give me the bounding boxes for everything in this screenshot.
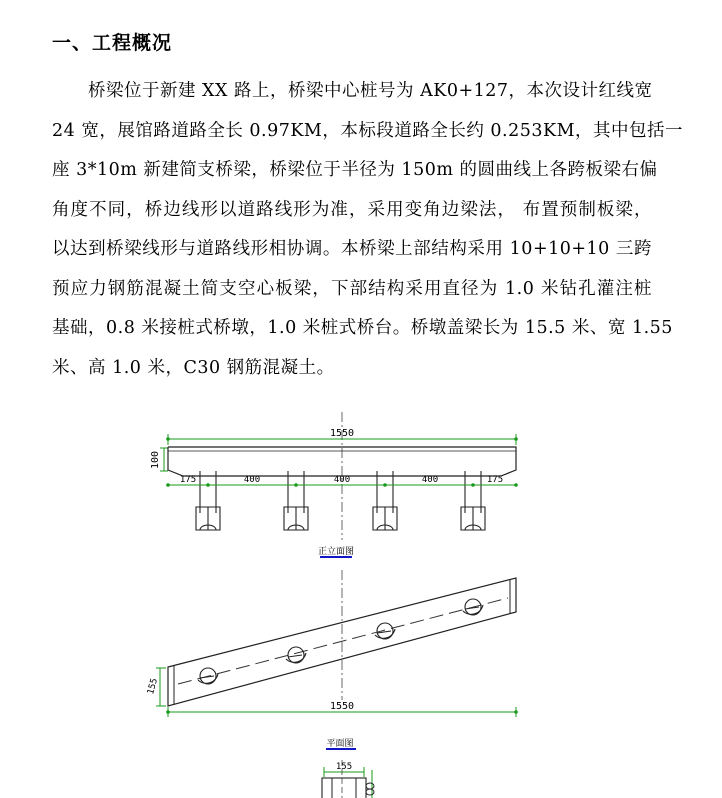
paragraph-line: 角度不同，桥边线形以道路线形为准，采用变角边梁法， 布置预制板梁， bbox=[52, 199, 652, 220]
spacing-dim: 400 bbox=[243, 475, 261, 485]
plan-caption: 平面图 bbox=[326, 739, 354, 749]
paragraph-line: 米、高 1.0 米，C30 钢筋混凝土。 bbox=[52, 357, 335, 378]
dimension-dot bbox=[166, 710, 170, 714]
section-detail bbox=[366, 783, 374, 789]
plan-centerline bbox=[178, 598, 508, 684]
spacing-dim: 175 bbox=[486, 475, 504, 485]
section-outline bbox=[322, 778, 366, 798]
dimension-dot bbox=[514, 437, 518, 441]
section-heading: 一、工程概况 bbox=[52, 32, 173, 54]
height-dim: 100 bbox=[150, 450, 161, 470]
spacing-dim: 175 bbox=[179, 475, 197, 485]
section-detail bbox=[366, 789, 374, 795]
paragraph-line: 以达到桥梁线形与道路线形相协调。本桥梁上部结构采用 10+10+10 三跨 bbox=[52, 239, 652, 259]
paragraph-line: 24 宽，展馆路道路全长 0.97KM，本标段道路全长约 0.253KM，其中包括一 bbox=[52, 120, 684, 141]
plan-view bbox=[146, 570, 518, 749]
section-view bbox=[322, 760, 374, 798]
elevation-caption: 正立面图 bbox=[317, 547, 355, 557]
spacing-dim: 400 bbox=[421, 475, 439, 485]
section-width-dim: 155 bbox=[335, 762, 353, 772]
spacing-dim: 400 bbox=[333, 475, 351, 485]
paragraph-line: 桥梁位于新建 XX 路上，桥梁中心桩号为 AK0+127，本次设计红线宽 bbox=[88, 81, 653, 101]
paragraph-line: 预应力钢筋混凝土简支空心板梁，下部结构采用直径为 1.0 米钻孔灌注桩 bbox=[52, 278, 652, 299]
elevation-view bbox=[150, 412, 518, 557]
paragraph-line: 座 3*10m 新建简支桥梁，桥梁位于半径为 150m 的圆曲线上各跨板梁右偏 bbox=[52, 160, 658, 180]
paragraph-line: 基础，0.8 米接桩式桥墩，1.0 米桩式桥台。桥墩盖梁长为 15.5 米、宽 1.55 bbox=[52, 318, 673, 338]
piles bbox=[196, 507, 485, 530]
width-dim: 155 bbox=[146, 677, 161, 696]
dimension-dot bbox=[166, 437, 170, 441]
dimension-dot bbox=[514, 710, 518, 714]
total-length-dim: 1550 bbox=[329, 428, 355, 439]
plan-total-dim: 1550 bbox=[329, 701, 355, 712]
